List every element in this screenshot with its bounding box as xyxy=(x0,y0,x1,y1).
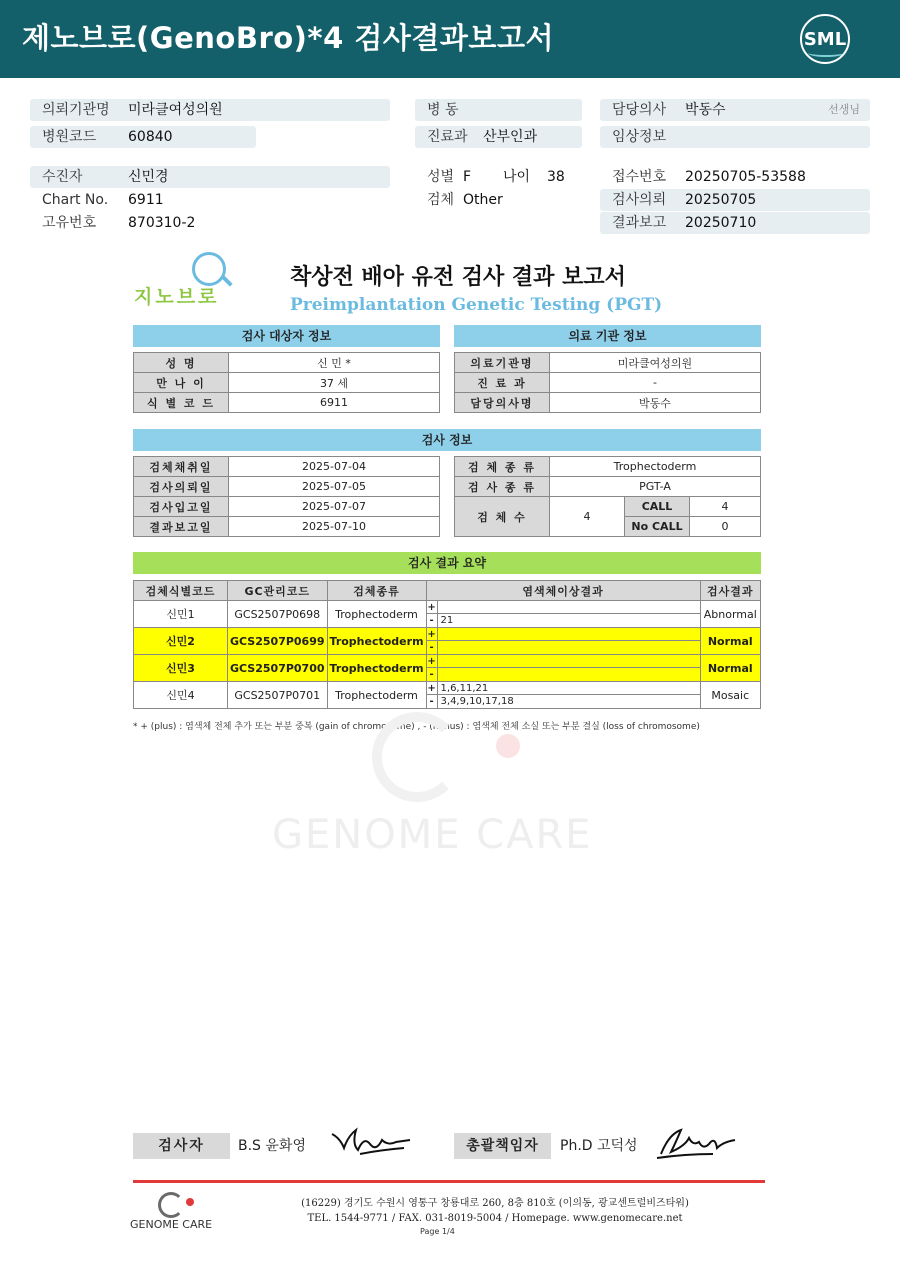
institution-value: 미라클여성의원 xyxy=(128,102,223,118)
col-type: 검체종류 xyxy=(327,581,426,601)
chart-no-value: 6911 xyxy=(128,192,164,208)
report-title: 착상전 배아 유전 검사 결과 보고서 xyxy=(290,265,626,290)
clinical-field xyxy=(600,126,870,148)
request-field xyxy=(600,189,870,211)
report-subtitle: Preimplantation Genetic Testing (PGT) xyxy=(290,295,663,315)
chief-name: Ph.D 고덕성 xyxy=(560,1138,638,1154)
summary-table xyxy=(133,580,761,709)
subject-name: 신 민 * xyxy=(229,353,440,373)
genome-care-logo xyxy=(130,1192,230,1236)
medical-info-table xyxy=(454,352,761,413)
row-gc: GCS2507P0698 xyxy=(228,601,328,628)
row-chromosome xyxy=(426,628,700,655)
genobro-logo-text: 지노브로 xyxy=(134,286,220,308)
table-row xyxy=(134,628,761,655)
age-value: 38 xyxy=(547,169,565,185)
row-code: 신민4 xyxy=(134,682,228,709)
footer-address: (16229) 경기도 수원시 영통구 창룡대로 260, 8층 810호 (이의동, 광교센트럴비즈타워) xyxy=(301,1198,689,1209)
row-chromosome xyxy=(426,682,700,709)
row-code: 신민1 xyxy=(134,601,228,628)
request-date: 2025-07-05 xyxy=(229,477,440,497)
row-gc: GCS2507P0700 xyxy=(228,655,328,682)
nocall-label: No CALL xyxy=(625,517,690,537)
minus-sign: - xyxy=(427,641,438,654)
unique-no-field xyxy=(30,212,390,234)
footer-address-block xyxy=(300,1196,690,1226)
subject-info-header: 검사 대상자 정보 xyxy=(133,325,440,347)
doctor-value: 박동수 xyxy=(685,102,726,118)
spec-count-label: 검 체 수 xyxy=(455,497,550,537)
department-label: 진료과 xyxy=(427,129,468,145)
row-result: Abnormal xyxy=(700,601,760,628)
test-dates-table xyxy=(133,456,440,537)
patient-value: 신민경 xyxy=(128,169,169,185)
patient-field xyxy=(30,166,390,188)
header-bar xyxy=(0,0,900,78)
receive-date: 2025-07-07 xyxy=(229,497,440,517)
plus-value xyxy=(438,628,441,640)
row-type: Trophectoderm xyxy=(327,601,426,628)
watermark-dot-icon xyxy=(496,734,520,758)
minus-value: 3,4,9,10,17,18 xyxy=(440,696,514,707)
row-type: Trophectoderm xyxy=(327,628,426,655)
legend-note: * + (plus) : 염색체 전체 추가 또는 부분 중복 (gain of chromosome) , - (minus) : 염색체 전체 소실 또는 부분 결실 (loss of chromosome) xyxy=(133,722,700,732)
sml-logo-text: SML xyxy=(803,28,847,50)
minus-sign: - xyxy=(427,614,438,627)
spec-type-label: 검 체 종 류 xyxy=(455,457,550,477)
ward-label: 병 동 xyxy=(427,102,459,118)
collect-date-label: 검체채취일 xyxy=(134,457,229,477)
col-result: 검사결과 xyxy=(700,581,760,601)
row-type: Trophectoderm xyxy=(327,682,426,709)
row-chromosome xyxy=(426,655,700,682)
report-date-field xyxy=(600,212,870,234)
department-field xyxy=(415,126,582,148)
report-date-label: 결과보고 xyxy=(612,215,667,231)
unique-no-value: 870310-2 xyxy=(128,215,196,231)
subject-info-table xyxy=(133,352,440,413)
chief-label: 총괄책임자 xyxy=(454,1133,551,1159)
request-label: 검사의뢰 xyxy=(612,192,667,208)
report-date-label-2: 결과보고일 xyxy=(134,517,229,537)
row-type: Trophectoderm xyxy=(327,655,426,682)
nocall-value: 0 xyxy=(690,517,761,537)
row-result: Normal xyxy=(700,655,760,682)
receipt-label: 접수번호 xyxy=(612,169,667,185)
summary-header: 검사 결과 요약 xyxy=(133,552,761,574)
subject-id: 6911 xyxy=(229,393,440,413)
genome-care-logo-text: GENOME CARE xyxy=(130,1218,213,1231)
tester-label: 검사자 xyxy=(133,1133,230,1159)
ward-field xyxy=(415,99,582,121)
row-code: 신민3 xyxy=(134,655,228,682)
row-code: 신민2 xyxy=(134,628,228,655)
medical-doctor-label: 담당의사명 xyxy=(455,393,550,413)
minus-value: 21 xyxy=(440,615,454,626)
row-gc: GCS2507P0699 xyxy=(228,628,328,655)
request-date-label: 검사의뢰일 xyxy=(134,477,229,497)
tester-signature-icon xyxy=(330,1126,414,1162)
doctor-honorific: 선생님 xyxy=(828,103,860,116)
receipt-value: 20250705-53588 xyxy=(685,169,806,185)
magnifier-icon xyxy=(192,252,226,286)
age-label: 나이 xyxy=(503,169,531,185)
specimen-value: Other xyxy=(463,192,503,208)
minus-sign: - xyxy=(427,668,438,681)
plus-sign: + xyxy=(427,683,436,694)
hospital-code-field xyxy=(30,126,256,148)
plus-value: 1,6,11,21 xyxy=(440,683,489,694)
test-info-header: 검사 정보 xyxy=(133,429,761,451)
footer-divider xyxy=(133,1180,765,1183)
page-title: 제노브로(GenoBro)*4 검사결과보고서 xyxy=(22,21,554,55)
specimen-field xyxy=(415,189,582,211)
tester-name: B.S 윤화영 xyxy=(238,1138,306,1154)
row-result: Mosaic xyxy=(700,682,760,709)
request-value: 20250705 xyxy=(685,192,757,208)
table-row xyxy=(134,601,761,628)
plus-value xyxy=(438,655,441,667)
plus-sign: + xyxy=(427,602,436,613)
chart-no-label: Chart No. xyxy=(42,192,109,208)
subject-age-label: 만 나 이 xyxy=(134,373,229,393)
report-date-value: 20250710 xyxy=(685,215,757,231)
col-gc: GC관리코드 xyxy=(228,581,328,601)
minus-sign: - xyxy=(427,695,438,708)
doctor-field xyxy=(600,99,870,121)
medical-inst-label: 의료기관명 xyxy=(455,353,550,373)
subject-age: 37 세 xyxy=(229,373,440,393)
doctor-label: 담당의사 xyxy=(612,102,667,118)
col-code: 검체식별코드 xyxy=(134,581,228,601)
genome-care-dot-icon xyxy=(186,1198,194,1206)
test-type: PGT-A xyxy=(550,477,761,497)
watermark-circle-icon xyxy=(372,712,462,802)
minus-value xyxy=(438,641,441,654)
plus-sign: + xyxy=(427,629,436,640)
chief-signature-icon xyxy=(655,1124,739,1162)
table-row xyxy=(134,682,761,709)
institution-label: 의뢰기관명 xyxy=(42,102,110,118)
specimen-label: 검체 xyxy=(427,192,455,208)
hospital-code-value: 60840 xyxy=(128,129,173,145)
medical-doctor: 박동수 xyxy=(550,393,761,413)
col-chromosome: 염색체이상결과 xyxy=(426,581,700,601)
sex-label: 성별 xyxy=(427,169,455,185)
watermark: GENOME CARE xyxy=(272,812,593,858)
row-chromosome xyxy=(426,601,700,628)
unique-no-label: 고유번호 xyxy=(42,215,97,231)
plus-sign: + xyxy=(427,656,436,667)
receipt-field xyxy=(600,166,870,188)
call-value: 4 xyxy=(690,497,761,517)
patient-label: 수진자 xyxy=(42,169,83,185)
subject-id-label: 식 별 코 드 xyxy=(134,393,229,413)
medical-info-header: 의료 기관 정보 xyxy=(454,325,761,347)
call-label: CALL xyxy=(625,497,690,517)
row-result: Normal xyxy=(700,628,760,655)
report-date-2: 2025-07-10 xyxy=(229,517,440,537)
footer-contact: TEL. 1544-9771 / FAX. 031-8019-5004 / Homepage. www.genomecare.net xyxy=(307,1213,683,1224)
spec-type: Trophectoderm xyxy=(550,457,761,477)
subject-name-label: 성 명 xyxy=(134,353,229,373)
minus-value xyxy=(438,668,441,681)
collect-date: 2025-07-04 xyxy=(229,457,440,477)
plus-value xyxy=(438,601,441,613)
medical-dept-label: 진 료 과 xyxy=(455,373,550,393)
sml-logo xyxy=(800,14,850,64)
test-specimen-table xyxy=(454,456,761,537)
table-row xyxy=(134,655,761,682)
department-value: 산부인과 xyxy=(483,129,538,145)
genobro-logo xyxy=(134,252,244,312)
page-number: Page 1/4 xyxy=(420,1227,455,1236)
chart-no-field xyxy=(30,189,390,211)
row-gc: GCS2507P0701 xyxy=(228,682,328,709)
test-type-label: 검 사 종 류 xyxy=(455,477,550,497)
genome-care-circle-icon xyxy=(158,1192,184,1218)
institution-field xyxy=(30,99,390,121)
medical-inst: 미라클여성의원 xyxy=(550,353,761,373)
sex-value: F xyxy=(463,169,472,185)
sex-age-field xyxy=(415,166,582,188)
medical-dept: - xyxy=(550,373,761,393)
hospital-code-label: 병원코드 xyxy=(42,129,97,145)
spec-count: 4 xyxy=(550,497,625,537)
clinical-label: 임상정보 xyxy=(612,129,667,145)
receive-date-label: 검사입고일 xyxy=(134,497,229,517)
